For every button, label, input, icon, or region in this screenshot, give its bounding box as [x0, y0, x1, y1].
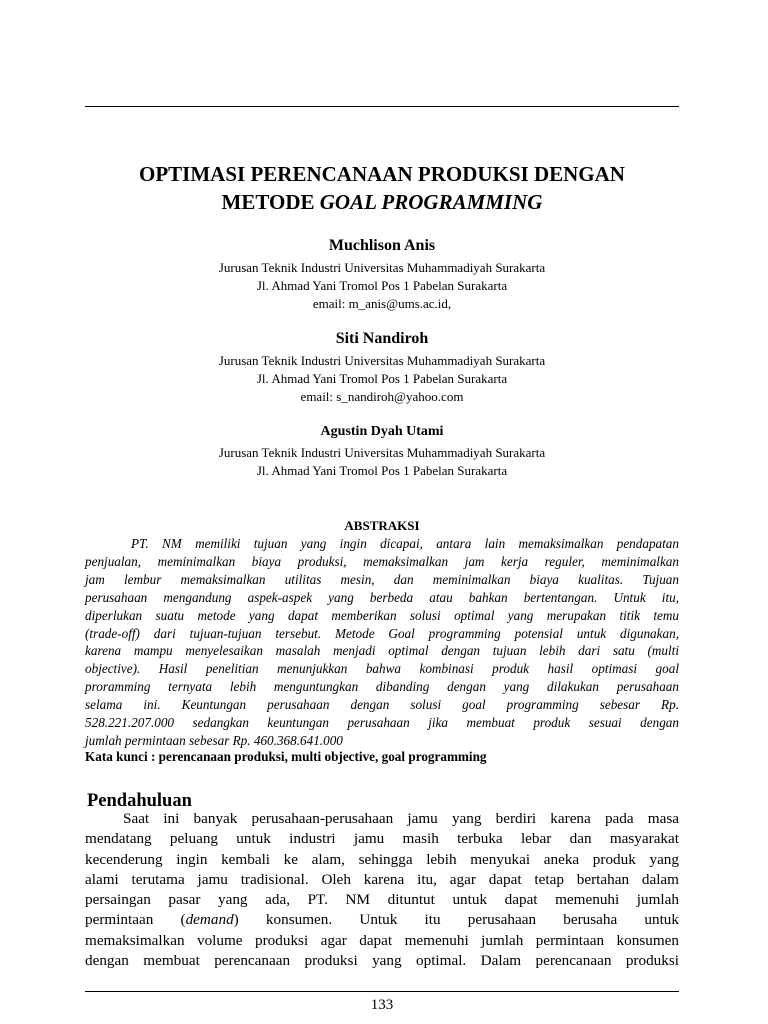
abstract-line: diperlukan suatu metode yang dapat memberikan solusi optimal yang merupakan titik temu — [85, 607, 679, 623]
body-line: mendatang peluang untuk industri jamu masih terbuka lebar dan masyarakat — [85, 830, 679, 848]
author-block-3 — [85, 422, 679, 480]
author-address: Jl. Ahmad Yani Tromol Pos 1 Pabelan Surakarta — [256, 463, 508, 478]
title-line-2 — [85, 188, 679, 216]
abstract-heading: ABSTRAKSI — [344, 518, 420, 533]
title-line-2-italic: GOAL PROGRAMMING — [319, 190, 543, 214]
title-line-2-prefix: METODE — [221, 190, 320, 214]
title-line-1: OPTIMASI PERENCANAAN PRODUKSI DENGAN — [139, 162, 625, 186]
body-text-italic: demand — [185, 911, 234, 929]
abstract-body — [85, 535, 679, 750]
author-name: Agustin Dyah Utami — [320, 424, 444, 439]
author-email: email: m_anis@ums.ac.id, — [312, 296, 452, 311]
abstract-line: selama ini. Keuntungan perusahaan dengan solusi goal programming sebesar Rp. — [85, 697, 679, 713]
abstract-line: penjualan, meminimalkan biaya produksi, memaksimalkan jam kerja reguler, meminimalkan — [85, 553, 679, 569]
paper-title — [85, 160, 679, 216]
keywords: Kata kunci : perencanaan produksi, multi objective, goal programming — [85, 749, 487, 764]
section-body — [85, 809, 679, 971]
body-line — [85, 910, 679, 930]
body-text-run: ) konsumen. Untuk itu perusahaan berusaha untuk — [233, 911, 679, 929]
author-block-2 — [85, 329, 679, 406]
footer-rule — [85, 991, 679, 992]
section-heading: Pendahuluan — [87, 791, 192, 811]
body-line: dengan membuat perencanaan produksi yang optimal. Dalam perencanaan produksi — [85, 952, 679, 970]
author-affiliation: Jurusan Teknik Industri Universitas Muhammadiyah Surakarta — [218, 260, 546, 275]
abstract-line: jam lembur memaksimalkan utilitas mesin, dan meminimalkan biaya kualitas. Tujuan — [85, 571, 679, 587]
header-rule — [85, 106, 679, 107]
author-name: Muchlison Anis — [328, 237, 436, 254]
abstract-line: 528.221.207.000 sedangkan keuntungan perusahaan jika membuat produk sesuai dengan — [85, 715, 679, 731]
abstract-line: jumlah permintaan sebesar Rp. 460.368.641.000 — [85, 732, 343, 748]
author-affiliation: Jurusan Teknik Industri Universitas Muhammadiyah Surakarta — [218, 445, 546, 460]
abstract-line: objective). Hasil penelitian menunjukkan bahwa kombinasi produk hasil optimasi goal — [85, 661, 679, 677]
abstract-line: karena mampu menyelesaikan masalah menjadi optimal dengan tujuan lebih dari satu (multi — [85, 643, 679, 659]
body-line: memaksimalkan volume produksi agar dapat memenuhi jumlah permintaan konsumen — [85, 931, 679, 949]
body-line: Saat ini banyak perusahaan-perusahaan jamu yang berdiri karena pada masa — [123, 810, 679, 827]
author-email: email: s_nandiroh@yahoo.com — [300, 389, 464, 404]
author-block-1 — [85, 236, 679, 313]
abstract-line: PT. NM memiliki tujuan yang ingin dicapai, antara lain memaksimalkan pendapatan — [131, 536, 679, 551]
abstract-line: perusahaan mengandung aspek-aspek yang berbeda atau bahkan bertentangan. Untuk itu, — [85, 589, 679, 605]
abstract-line: (trade-off) dari tujuan-tujuan tersebut. Metode Goal programming potensial untuk digunakan, — [85, 625, 679, 641]
author-affiliation: Jurusan Teknik Industri Universitas Muhammadiyah Surakarta — [218, 353, 546, 368]
body-line: kecenderung ingin kembali ke alam, sehingga lebih menyukai aneka produk yang — [85, 850, 679, 868]
body-text-run: permintaan ( — [85, 911, 186, 929]
page-number: 133 — [370, 997, 394, 1013]
author-address: Jl. Ahmad Yani Tromol Pos 1 Pabelan Surakarta — [256, 278, 508, 293]
author-address: Jl. Ahmad Yani Tromol Pos 1 Pabelan Surakarta — [256, 371, 508, 386]
body-line: alami terutama jamu tradisional. Oleh karena itu, agar dapat tetap bertahan dalam — [85, 870, 679, 888]
abstract-line: proramming ternyata lebih menguntungkan dibanding dengan yang dilakukan perusahaan — [85, 679, 679, 695]
body-line: persaingan pasar yang ada, PT. NM dituntut untuk dapat memenuhi jumlah — [85, 891, 679, 909]
author-name: Siti Nandiroh — [335, 330, 429, 347]
